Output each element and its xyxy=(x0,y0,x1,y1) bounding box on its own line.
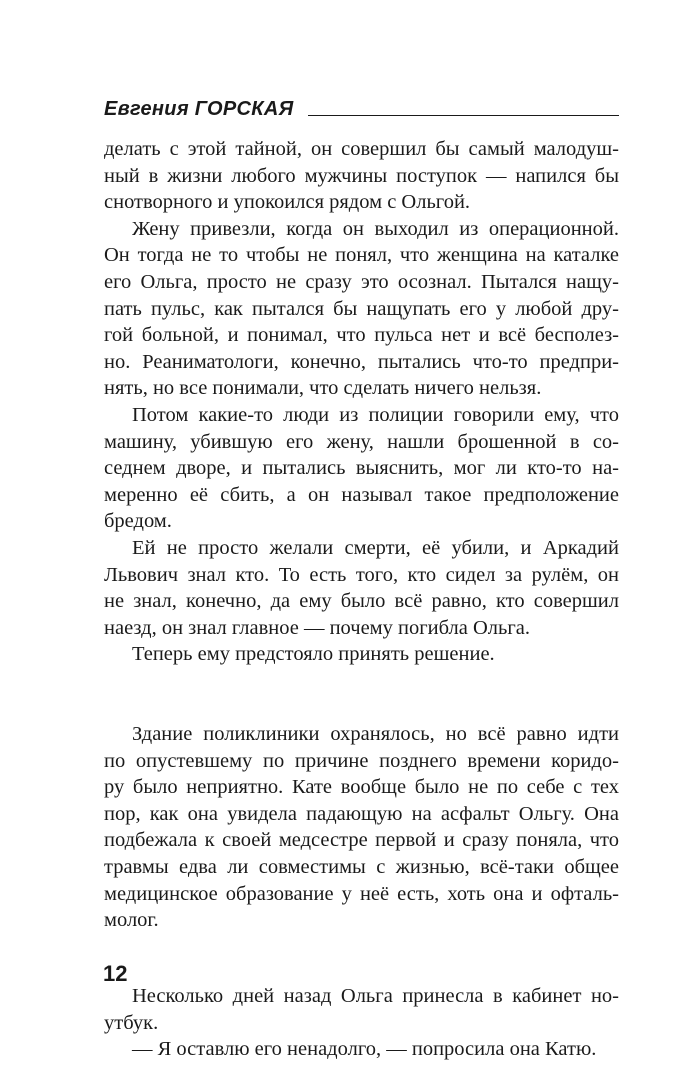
running-header xyxy=(104,96,619,120)
paragraph xyxy=(104,535,619,641)
text-line: наезд, он знал главное — почему погибла Ольга. xyxy=(104,616,531,639)
paragraph xyxy=(104,641,619,668)
paragraph xyxy=(104,721,619,934)
text-line: меренно её сбить, а он называл такое предположение xyxy=(104,483,619,506)
text-line: Теперь ему предстояло принять решение. xyxy=(132,643,495,666)
text-line: пор, как она увидела падающую на асфальт Ольгу. Она xyxy=(104,802,619,825)
text-line: травмы едва ли совместимы с жизнью, всё-таки общее xyxy=(104,856,619,879)
text-line: медицинское образование у неё есть, хоть она и офталь- xyxy=(104,882,619,905)
text-line: не знал, конечно, да ему было всё равно, кто совершил xyxy=(104,590,619,613)
text-line: нять, но все понимали, что сделать ничего нельзя. xyxy=(104,377,542,400)
text-line: Здание поликлиники охранялось, но всё равно идти xyxy=(132,723,619,746)
paragraph xyxy=(104,216,619,402)
text-line: пать пульс, как пытался бы нащупать его у любой дру- xyxy=(104,297,619,320)
text-line: утбук. xyxy=(104,1011,159,1034)
text-line: делать с этой тайной, он совершил бы самый малодуш- xyxy=(104,138,619,160)
text-line: Потом какие-то люди из полиции говорили ему, что xyxy=(132,403,619,426)
text-line: подбежала к своей медсестре первой и сразу поняла, что xyxy=(104,829,619,852)
body-text xyxy=(104,136,619,1063)
text-line: ный в жизни любого мужчины поступок — напился бы xyxy=(104,164,619,187)
paragraph xyxy=(104,983,619,1036)
paragraph xyxy=(104,136,619,216)
section-break xyxy=(104,668,619,721)
page-number: 12 xyxy=(103,961,128,986)
text-line: Он тогда не то чтобы не понял, что женщина на каталке xyxy=(104,244,619,267)
text-line: Львович знал кто. То есть того, кто сидел за рулём, он xyxy=(104,563,619,586)
text-line: его Ольга, просто не сразу это осознал. Пытался нащу- xyxy=(104,270,619,293)
text-line: машину, убившую его жену, нашли брошенной в со- xyxy=(104,430,619,453)
section-break xyxy=(104,934,619,983)
paragraph xyxy=(104,402,619,535)
text-line: молог. xyxy=(104,909,159,932)
text-line: Ей не просто желали смерти, её убили, и Аркадий xyxy=(132,536,619,559)
text-line: снотворного и упокоился рядом с Ольгой. xyxy=(104,191,471,214)
text-line: но. Реаниматологи, конечно, пытались что-то предпри- xyxy=(104,350,619,373)
text-line: ру было неприятно. Кате вообще было не по себе с тех xyxy=(104,776,619,799)
text-line: Жену привезли, когда он выходил из операционной. xyxy=(132,217,619,240)
text-line: бредом. xyxy=(104,510,172,533)
paragraph xyxy=(104,1036,619,1063)
text-line: Несколько дней назад Ольга принесла в кабинет но- xyxy=(132,985,619,1008)
text-line: по опустевшему по причине позднего времени коридо- xyxy=(104,749,619,772)
header-rule xyxy=(308,115,619,116)
text-line: седнем дворе, и пытались выяснить, мог ли кто-то на- xyxy=(104,457,619,480)
text-line: — Я оставлю его ненадолго, — попросила она Катю. xyxy=(132,1038,597,1061)
author-name: Евгения ГОРСКАЯ xyxy=(104,98,294,120)
text-line: гой больной, и понимал, что пульса нет и всё бесполез- xyxy=(104,324,619,347)
